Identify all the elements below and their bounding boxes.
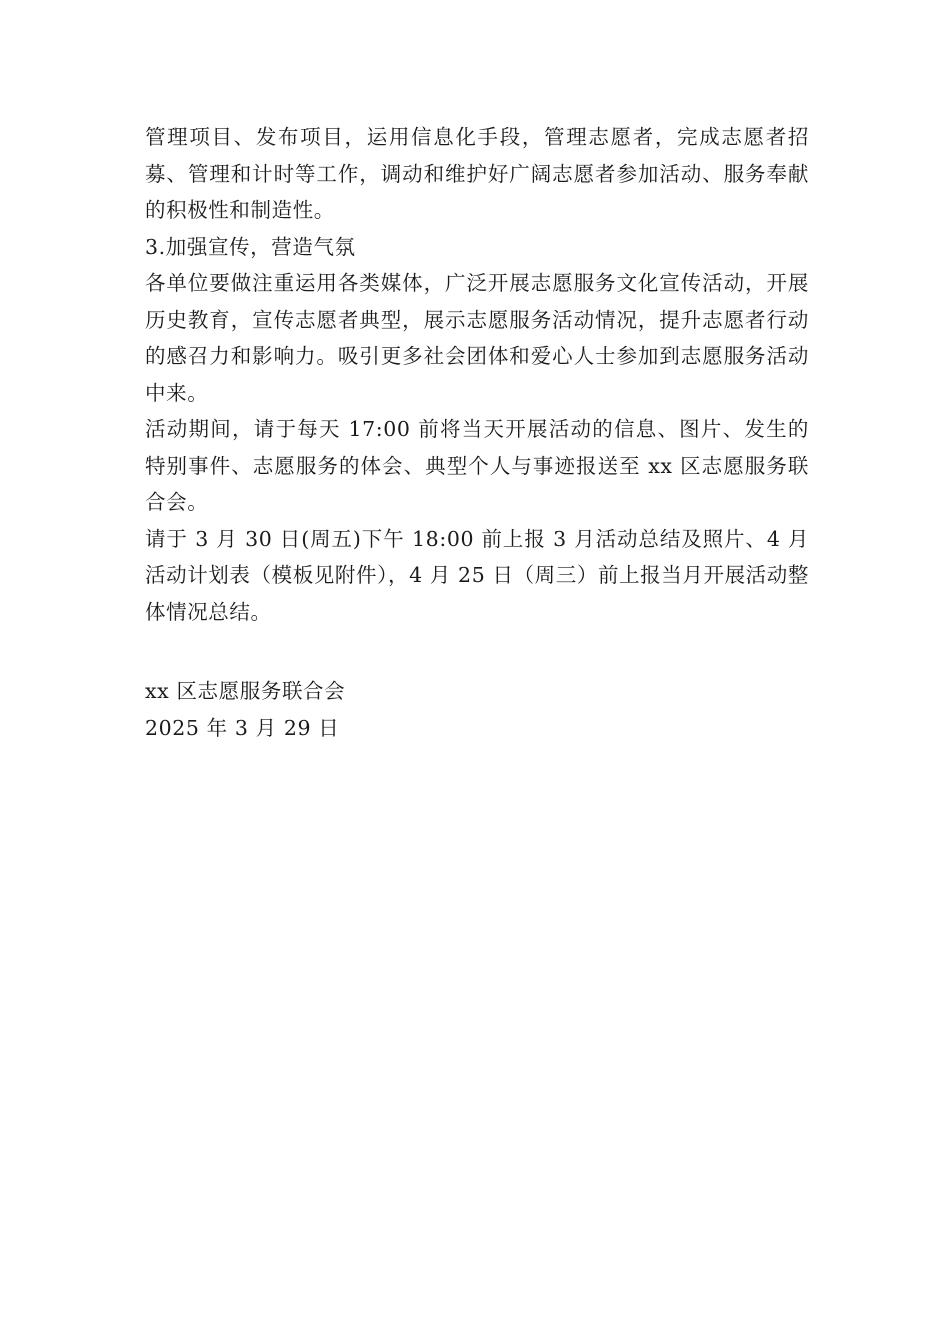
signature-block <box>145 673 345 747</box>
signature-date: 2025 年 3 月 29 日 <box>145 716 340 740</box>
signature-organization: xx 区志愿服务联合会 <box>145 679 346 703</box>
section-heading-publicity: 3.加强宣传，营造气氛 <box>145 234 356 259</box>
document-body <box>145 119 809 630</box>
paragraph-monthly-report: 请于 3 月 30 日(周五)下午 18:00 前上报 3 月活动总结及照片、4 月活动计划表（模板见附件），4 月 25 日（周三）前上报当月开展活动整体情况总结。 <box>145 526 809 624</box>
paragraph-publicity: 各单位要做注重运用各类媒体，广泛开展志愿服务文化宣传活动，开展历史教育，宣传志愿者典型，展示志愿服务活动情况，提升志愿者行动的感召力和影响力。吸引更多社会团体和爱心人士参加到志愿服务活动中来。 <box>145 271 809 405</box>
paragraph-volunteer-management: 管理项目、发布项目，运用信息化手段，管理志愿者，完成志愿者招募、管理和计时等工作，调动和维护好广阔志愿者参加活动、服务奉献的积极性和制造性。 <box>145 125 809 222</box>
paragraph-daily-report: 活动期间，请于每天 17:00 前将当天开展活动的信息、图片、发生的特别事件、志愿服务的体会、典型个人与事迹报送至 xx 区志愿服务联合会。 <box>145 417 809 514</box>
